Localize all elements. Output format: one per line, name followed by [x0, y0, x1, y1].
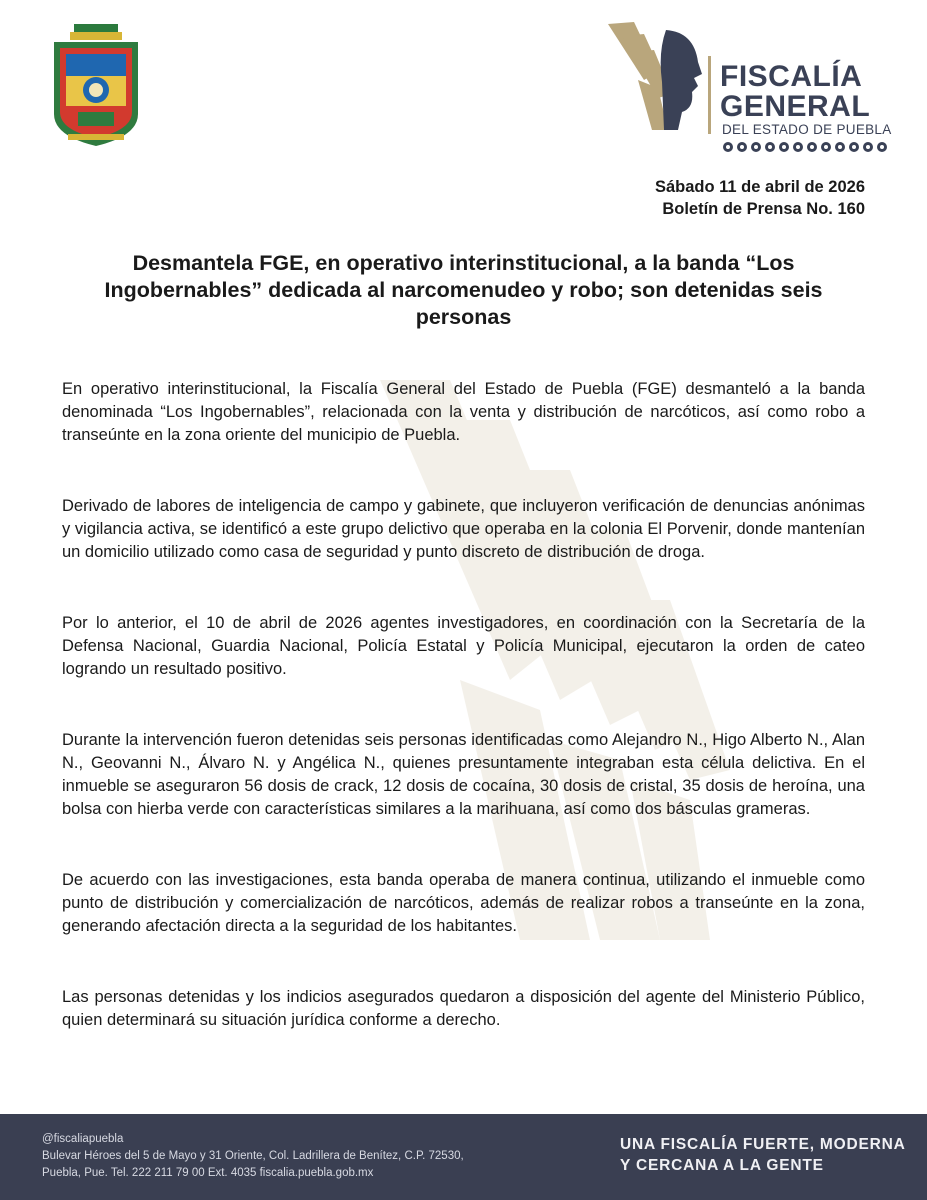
footer-slogan: [620, 1134, 906, 1176]
agency-name-line2: GENERAL: [720, 90, 871, 123]
bulletin-number: Boletín de Prensa No. 160: [662, 200, 865, 218]
paragraph: Durante la intervención fueron detenidas seis personas identificadas como Alejandro N., Higo Alberto N., Alan N., Geovanni N., Álvaro N. y Angélica N., quienes presuntamente integraban esta célula delictiva. En el inmueble se aseguraron 56 dosis de crack, 12 dosis de cocaína, 30 dosis de cristal, 35 dosis de heroína, una bolsa con hierba verde con características similares a la marihuana, así como dos básculas grameras.: [62, 731, 865, 818]
fge-head-icon: [608, 22, 703, 132]
social-handle: @fiscaliapuebla: [42, 1133, 124, 1145]
footer: [0, 1114, 927, 1200]
state-seal-icon: [48, 22, 144, 150]
paragraph: Derivado de labores de inteligencia de campo y gabinete, que incluyeron verificación de denuncias anónimas y vigilancia activa, se identificó a este grupo delictivo que operaba en la colonia El Porvenir, donde mantenían un domicilio utilizado como casa de seguridad y punto discreto de distribución de droga.: [62, 497, 865, 561]
paragraph: En operativo interinstitucional, la Fiscalía General del Estado de Puebla (FGE) desmanteló a la banda denominada “Los Ingobernables”, relacionada con la venta y distribución de narcóticos, así como robo a transeúnte en la zona oriente del municipio de Puebla.: [62, 380, 865, 444]
footer-contact: [42, 1131, 464, 1182]
agency-name-line3: DEL ESTADO DE PUEBLA: [722, 122, 892, 137]
paragraph: Por lo anterior, el 10 de abril de 2026 agentes investigadores, en coordinación con la Secretaría de la Defensa Nacional, Guardia Nacional, Policía Estatal y Policía Municipal, ejecutaron la orden de cateo logrando un resultado positivo.: [62, 614, 865, 678]
address-line-2: Puebla, Pue. Tel. 222 211 79 00 Ext. 4035 fiscalia.puebla.gob.mx: [42, 1167, 374, 1179]
agency-name-line1: FISCALÍA: [720, 60, 863, 93]
paragraph: Las personas detenidas y los indicios asegurados quedaron a disposición del agente del Ministerio Público, quien determinará su situación jurídica conforme a derecho.: [62, 988, 865, 1029]
article-body: [62, 378, 865, 1080]
address-line-1: Bulevar Héroes del 5 de Mayo y 31 Oriente, Col. Ladrillera de Benítez, C.P. 72530,: [42, 1150, 464, 1162]
paragraph: De acuerdo con las investigaciones, esta banda operaba de manera continua, utilizando el inmueble como punto de distribución y comercialización de narcóticos, además de realizar robos a transeúnte en la zona, generando afectación directa a la seguridad de los habitantes.: [62, 871, 865, 935]
fge-logo: [608, 22, 898, 137]
slogan-line-2: Y CERCANA A LA GENTE: [620, 1157, 824, 1174]
headline: Desmantela FGE, en operativo interinstitucional, a la banda “Los Ingobernables” dedicada al narcomenudeo y robo; son detenidas seis personas: [104, 251, 823, 329]
slogan-line-1: UNA FISCALÍA FUERTE, MODERNA: [620, 1136, 906, 1153]
bulletin-date: Sábado 11 de abril de 2026: [654, 178, 865, 196]
ornament-pattern-icon: [722, 141, 894, 153]
logo-divider: [708, 56, 711, 134]
dateline: [655, 176, 865, 220]
